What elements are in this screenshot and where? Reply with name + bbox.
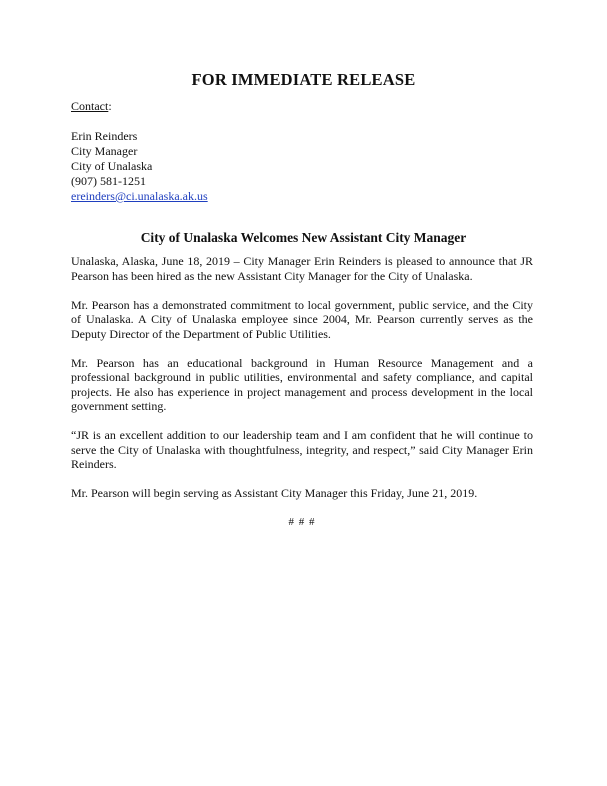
contact-block [71, 99, 208, 204]
contact-label-colon: : [108, 99, 112, 113]
contact-email-link[interactable]: ereinders@ci.unalaska.ak.us [71, 189, 208, 203]
paragraph-background: Mr. Pearson has an educational background in Human Resource Management and a professional background in public utilities, environmental and safety compliance, and capital projects. He also has experience in project management and process development in the local government setting. [71, 355, 533, 413]
paragraph-quote: “JR is an excellent addition to our leadership team and I am confident that he will continue to serve the City of Unalaska with thoughtfulness, integrity, and respect,” said City Manager Erin Reinders. [71, 428, 533, 471]
paragraph-start-date: Mr. Pearson will begin serving as Assistant City Manager this Friday, June 21, 2019. [71, 486, 478, 500]
contact-phone: (907) 581-1251 [71, 174, 146, 188]
contact-name: Erin Reinders [71, 129, 138, 143]
contact-organization: City of Unalaska [71, 159, 153, 173]
end-mark: # # # [288, 516, 316, 528]
contact-label-line [71, 99, 208, 114]
article-body [71, 254, 533, 530]
paragraph-announcement: Unalaska, Alaska, June 18, 2019 – City Manager Erin Reinders is pleased to announce that JR Pearson has been hired as the new Assistant City Manager for the City of Unalaska. [71, 254, 533, 283]
release-heading: FOR IMMEDIATE RELEASE [191, 70, 416, 89]
contact-label: Contact [71, 99, 109, 113]
contact-title: City Manager [71, 144, 138, 158]
paragraph-commitment: Mr. Pearson has a demonstrated commitment to local government, public service, and the City of Unalaska. A City of Unalaska employee since 2004, Mr. Pearson currently serves as the Deputy Director of the Department of Public Utilities. [71, 297, 533, 341]
article-headline: City of Unalaska Welcomes New Assistant City Manager [140, 230, 467, 245]
